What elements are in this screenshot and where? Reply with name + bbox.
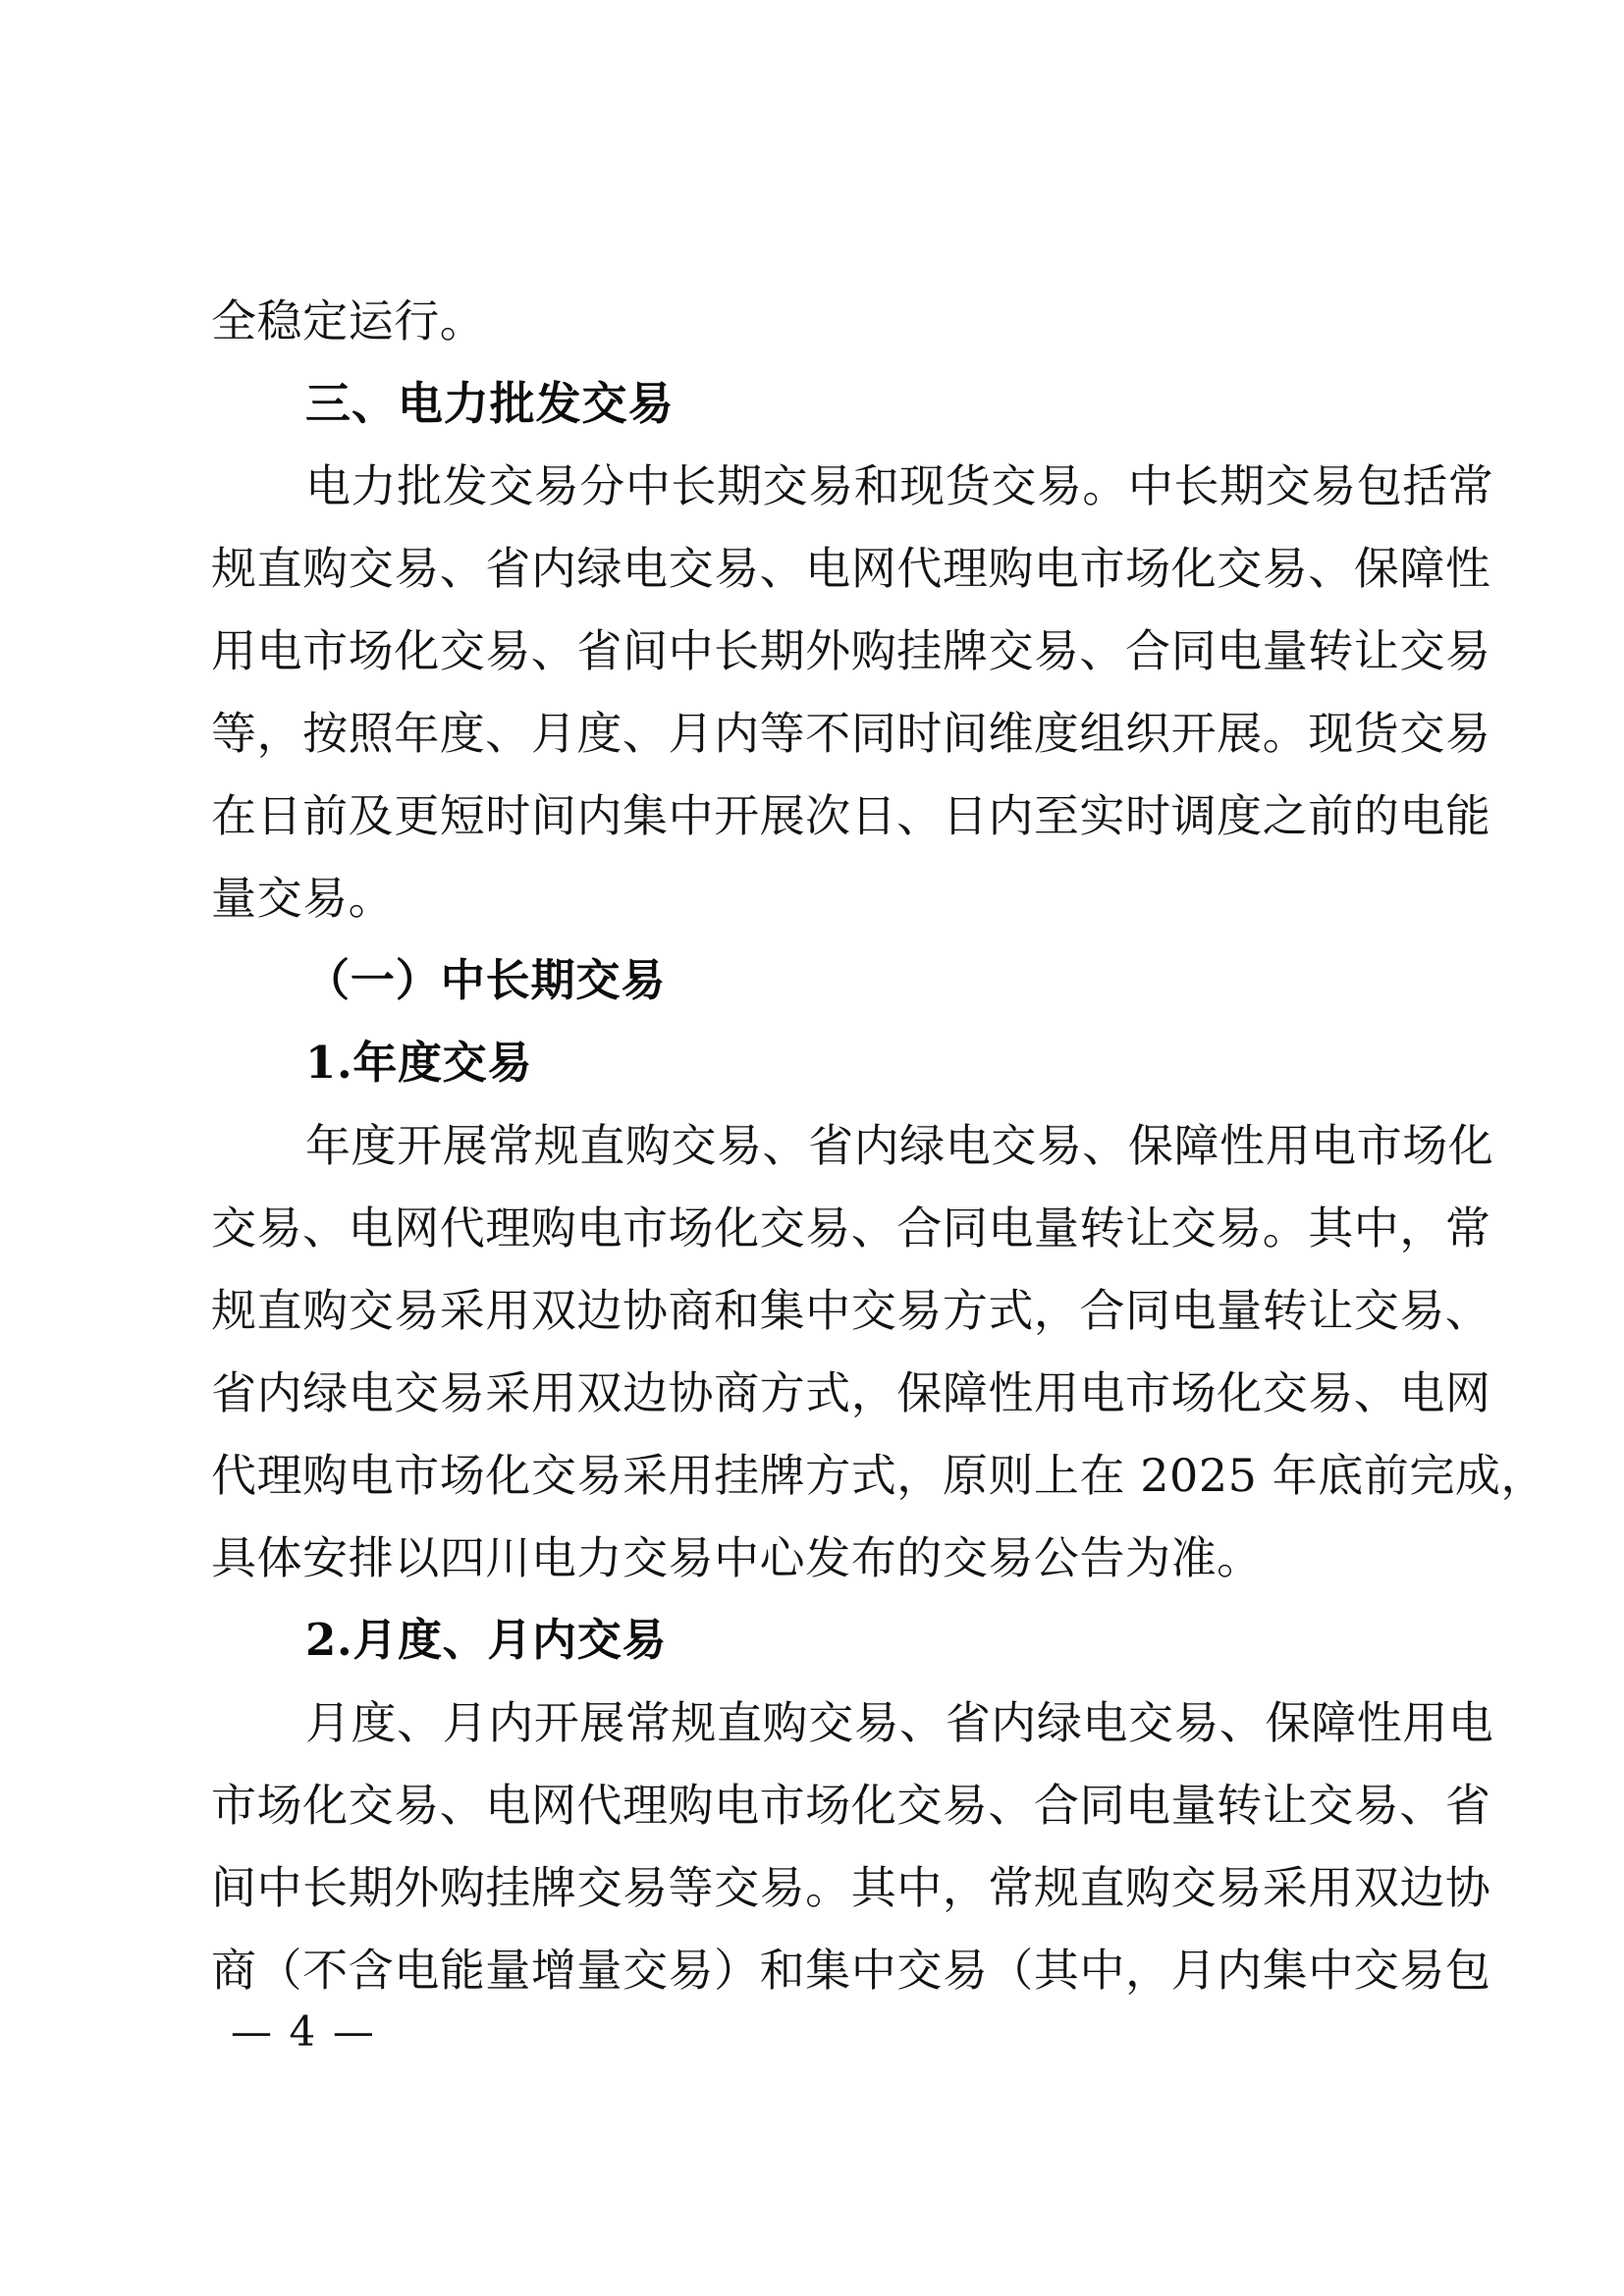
paragraph-line: 商（不含电能量增量交易）和集中交易（其中，月内集中交易包 [211, 1944, 1491, 1997]
carryover-line: 全稳定运行。 [211, 294, 486, 347]
paragraph-line: 具体安排以四川电力交易中心发布的交易公告为准。 [211, 1531, 1263, 1584]
intro-paragraph [211, 445, 1494, 939]
page-content [211, 280, 1546, 2011]
paragraph-line: 量交易。 [211, 872, 395, 925]
paragraph-line: 用电市场化交易、省间中长期外购挂牌交易、合同电量转让交易 [211, 624, 1491, 677]
subsection-heading-1: （一）中长期交易 [305, 954, 667, 1006]
paragraph-line: 规直购交易、省内绿电交易、电网代理购电市场化交易、保障性 [211, 542, 1491, 595]
page-number: — 4 — [231, 2007, 376, 2056]
item-heading-1: 1.年度交易 [305, 1037, 533, 1089]
paragraph-line: 市场化交易、电网代理购电市场化交易、合同电量转让交易、省 [211, 1779, 1491, 1832]
page-footer [211, 2002, 1448, 2061]
item1-paragraph [211, 1104, 1546, 1599]
paragraph-line: 省内绿电交易采用双边协商方式，保障性用电市场化交易、电网 [211, 1366, 1491, 1419]
paragraph-line: 电力批发交易分中长期交易和现货交易。中长期交易包括常 [305, 459, 1494, 512]
paragraph-line: 年度开展常规直购交易、省内绿电交易、保障性用电市场化 [305, 1119, 1494, 1172]
paragraph-line: 间中长期外购挂牌交易等交易。其中，常规直购交易采用双边协 [211, 1861, 1491, 1914]
paragraph-line: 等，按照年度、月度、月内等不同时间维度组织开展。现货交易 [211, 707, 1491, 760]
paragraph-line: 交易、电网代理购电市场化交易、合同电量转让交易。其中，常 [211, 1201, 1491, 1255]
paragraph-line: 规直购交易采用双边协商和集中交易方式，合同电量转让交易、 [211, 1284, 1491, 1337]
paragraph-line: 月度、月内开展常规直购交易、省内绿电交易、保障性用电 [305, 1696, 1494, 1749]
paragraph-line: 在日前及更短时间内集中开展次日、日内至实时调度之前的电能 [211, 789, 1491, 842]
item-heading-2: 2.月度、月内交易 [305, 1614, 668, 1666]
section-heading-3: 三、电力批发交易 [305, 377, 675, 430]
paragraph-line: 代理购电市场化交易采用挂牌方式，原则上在 2025 年底前完成， [211, 1449, 1546, 1502]
item2-paragraph [211, 1682, 1494, 2011]
